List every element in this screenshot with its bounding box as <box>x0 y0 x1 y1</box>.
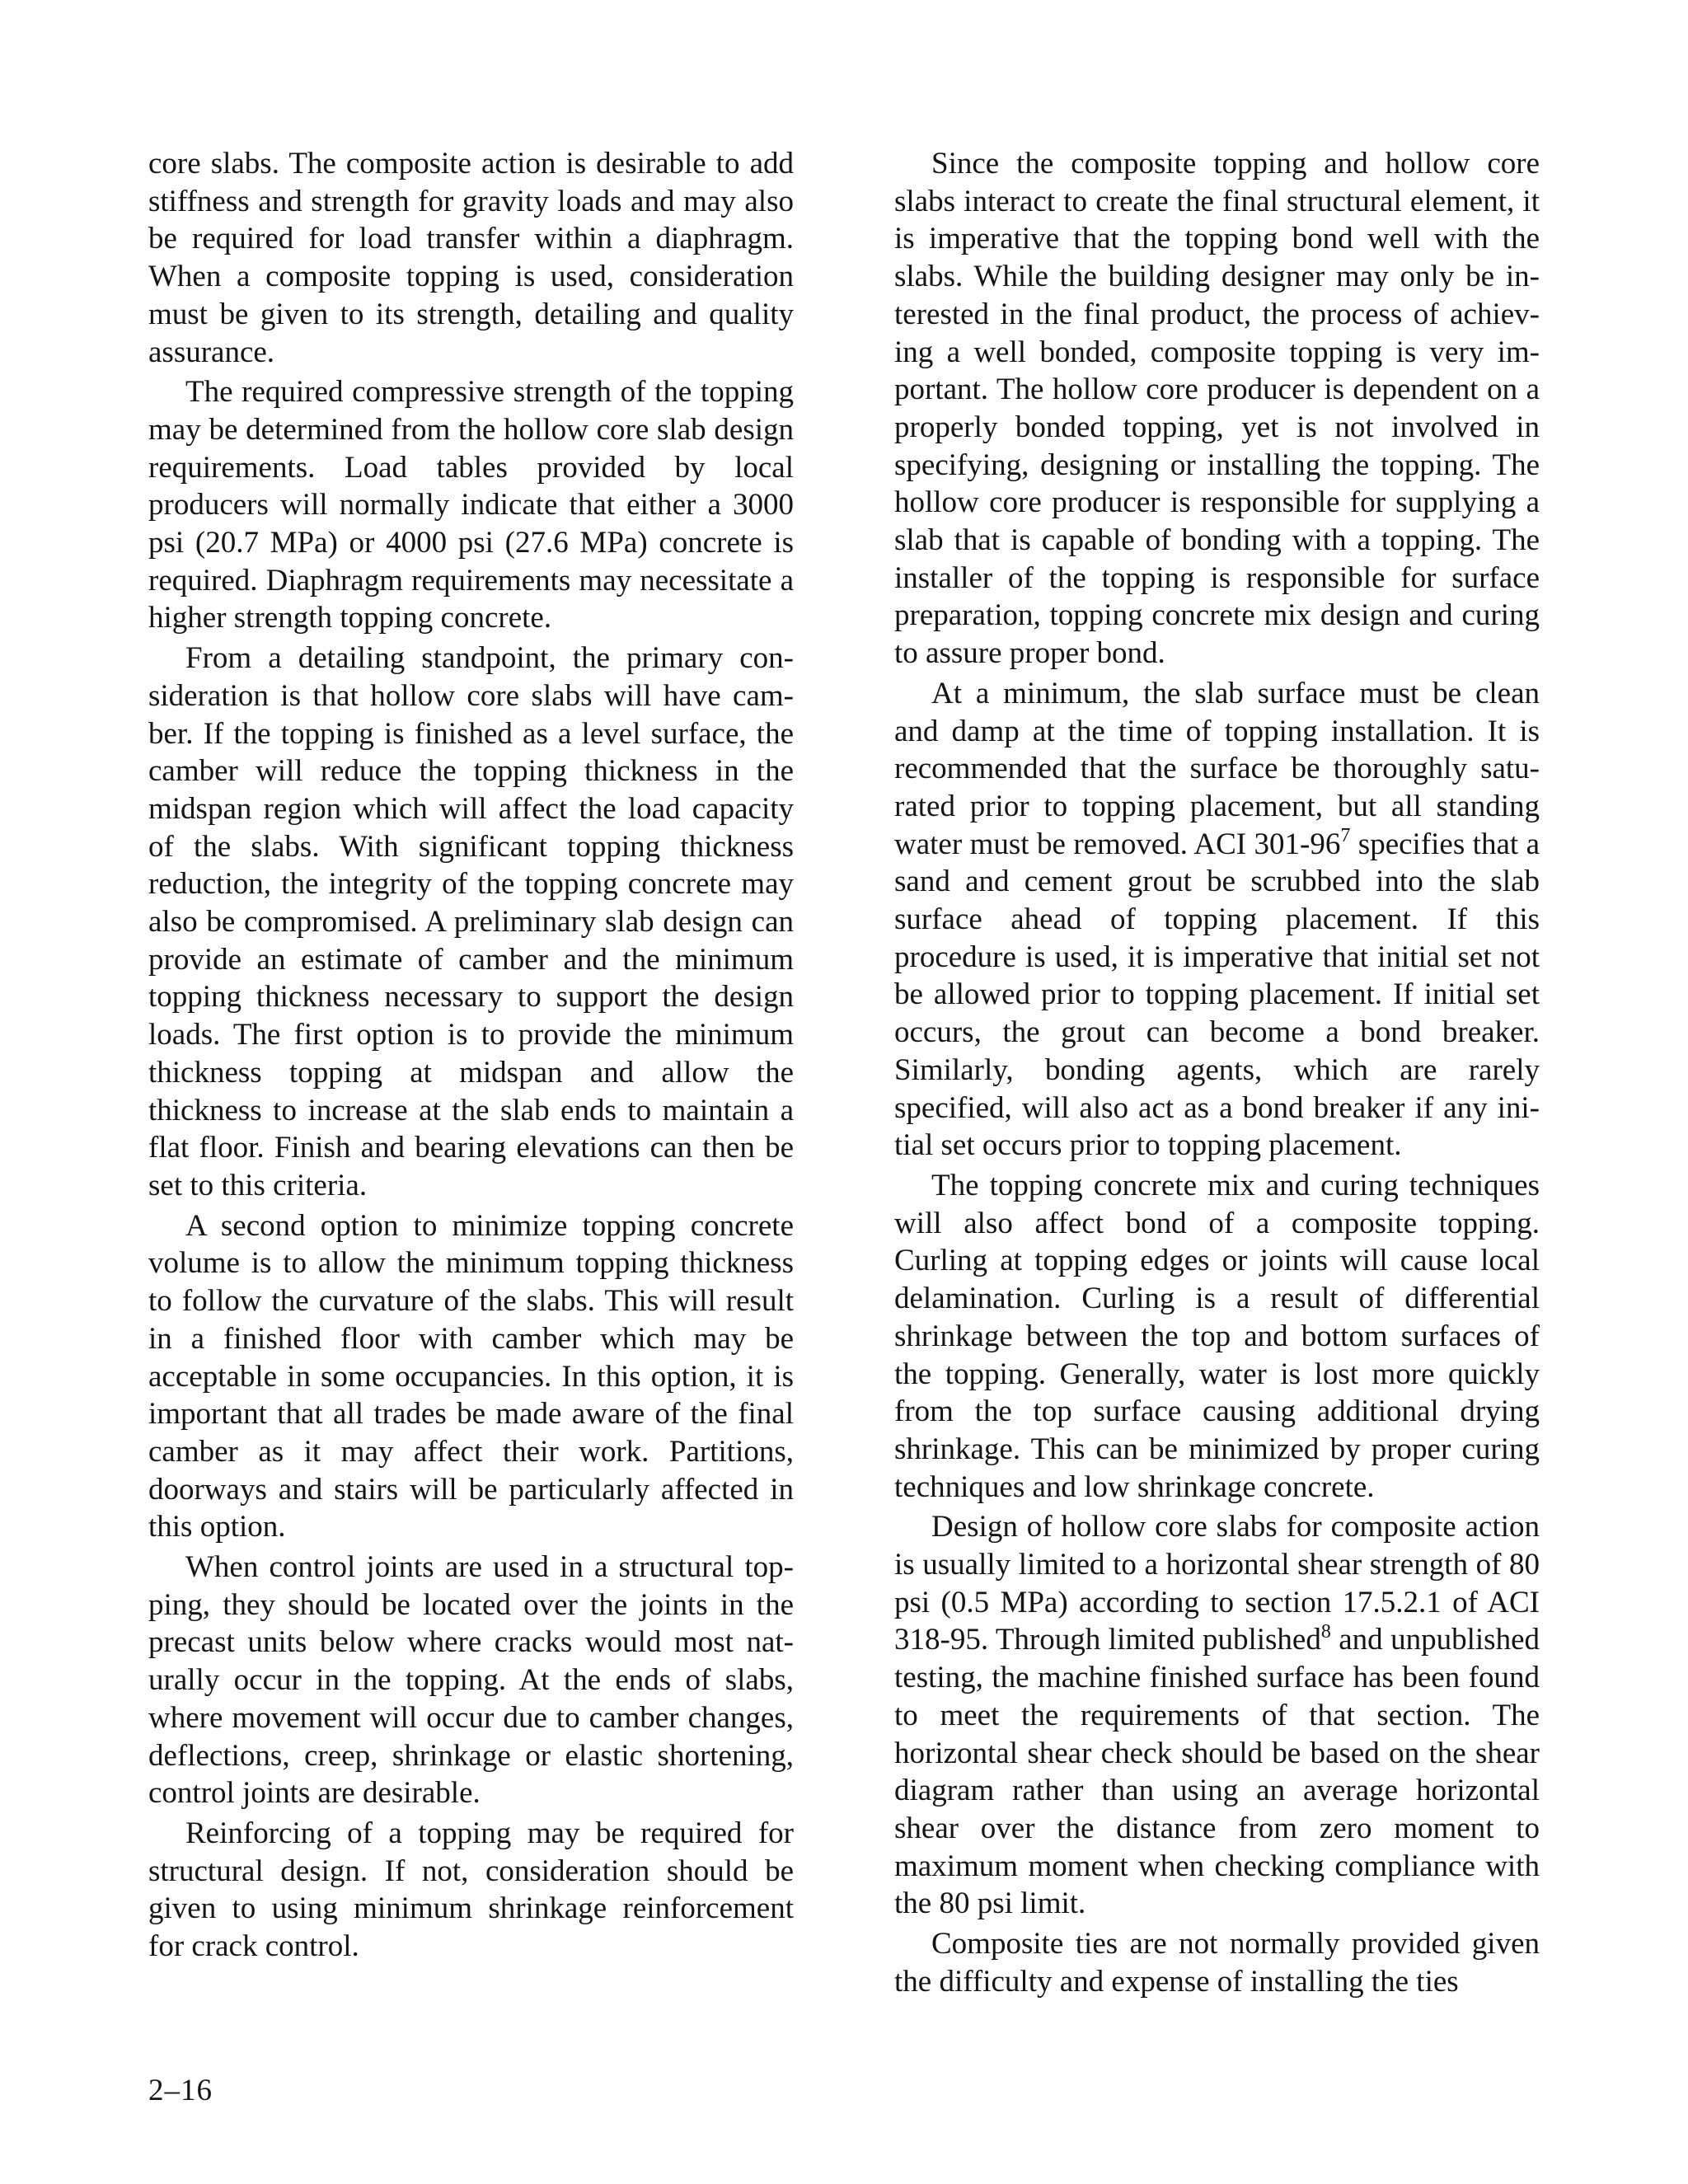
page-number: 2–16 <box>148 2074 213 2107</box>
paragraph-mix-curing: The topping concrete mix and curing techniques will also affect bond of a composite topping. Curling at topping edges or joints will cause local delamination. Curling is a result of differential shrinkage between the top and bottom surfaces of the topping. Generally, water is lost more quickly from the top surface causing additional drying shrinkage. This can be minimized by proper curing techniques and low shrinkage concrete. <box>894 1168 1540 1504</box>
paragraph-topping-bond: Since the composite topping and hollow core slabs interact to create the final structural element, it is imperative that the topping bond well with the slabs. While the building designer may only be interested in the final product, the process of achieving a well bonded, composite topping is very important. The hollow core producer is dependent on a properly bonded topping, yet is not involved in specifying, designing or installing the topping. The hollow core producer is responsible for supplying a slab that is capable of bonding with a topping. The installer of the topping is responsible for surface preparation, topping concrete mix design and curing to assure proper bond. <box>894 147 1540 671</box>
paragraph-reinforcing: Reinforcing of a topping may be required for structural design. If not, consideration should be given to using minimum shrinkage reinforcement for crack control. <box>148 1816 794 1964</box>
reference-superscript: 8 <box>1320 1621 1331 1643</box>
paragraph-surface-preparation <box>894 675 1540 1165</box>
paragraph-compressive-strength: The required compressive strength of the topping may be determined from the hollow core slab design requirements. Load tables provided by local producers will normally indicate that either a 3000 psi (20.7 MPa) or 4000 psi (27.6 MPa) concrete is required. Diaphragm requirements may necessitate a higher strength topping concrete. <box>148 375 794 635</box>
reference-superscript: 7 <box>1340 825 1351 847</box>
paragraph-shear-design <box>894 1508 1540 1923</box>
paragraph-text: Design of hollow core slabs for composite action is usually limited to a horizontal shear strength of 80 psi (0.5 MPa) according to section 17.5.2.1 of ACI 318-95. Through limited published <box>894 1510 1540 1657</box>
paragraph-text: specifies that a sand and cement grout be scrubbed into the slab surface ahead of topping placement. If this procedure is used, it is imperative that initial set not be allowed prior to topping placement. If initial set occurs, the grout can become a bond breaker. Similarly, bonding agents, which are rarely specified, will also act as a bond breaker if any initial set occurs prior to topping placement. <box>894 827 1540 1163</box>
paragraph-control-joints: When control joints are used in a structural topping, they should be located over the joints in the precast units below where cracks would most naturally occur in the topping. At the ends of slabs, where movement will occur due to camber changes, deflections, creep, shrinkage or elastic shortening, control joints are desirable. <box>148 1550 794 1811</box>
paragraph-composite-action: core slabs. The composite action is desirable to add stiffness and strength for gravity loads and may also be required for load transfer within a diaphragm. When a composite topping is used, consideration must be given to its strength, detailing and quality assurance. <box>148 147 794 369</box>
paragraph-text: At a minimum, the slab surface must be clean and damp at the time of topping installation. It is recommended that the surface be thoroughly saturated prior to topping placement, but all standing water must be removed. ACI 301-96 <box>894 676 1540 861</box>
paragraph-text: and unpublished testing, the machine finished surface has been found to meet the requirements of that section. The horizontal shear check should be based on the shear diagram rather than using an average horizontal shear over the distance from zero moment to maximum moment when checking compliance with the 80 psi limit. <box>894 1623 1540 1921</box>
paragraph-second-option: A second option to minimize topping concrete volume is to allow the minimum topping thickness to follow the curvature of the slabs. This will result in a finished floor with camber which may be acceptable in some occupancies. In this option, it is important that all trades be made aware of the final camber as it may affect their work. Partitions, doorways and stairs will be particularly affected in this option. <box>148 1208 794 1544</box>
right-column <box>894 145 1540 2000</box>
left-column <box>148 145 794 1966</box>
paragraph-detailing-camber: From a detailing standpoint, the primary consideration is that hollow core slabs will have camber. If the topping is finished as a level surface, the camber will reduce the topping thickness in the midspan region which will affect the load capacity of the slabs. With significant topping thickness reduction, the integrity of the topping concrete may also be compromised. A preliminary slab design can provide an estimate of camber and the minimum topping thickness necessary to support the design loads. The first option is to provide the minimum thickness topping at midspan and allow the thickness to increase at the slab ends to maintain a flat floor. Finish and bearing elevations can then be set to this criteria. <box>148 641 794 1202</box>
paragraph-composite-ties: Composite ties are not normally provided given the difficulty and expense of installing the ties <box>894 1927 1540 1999</box>
